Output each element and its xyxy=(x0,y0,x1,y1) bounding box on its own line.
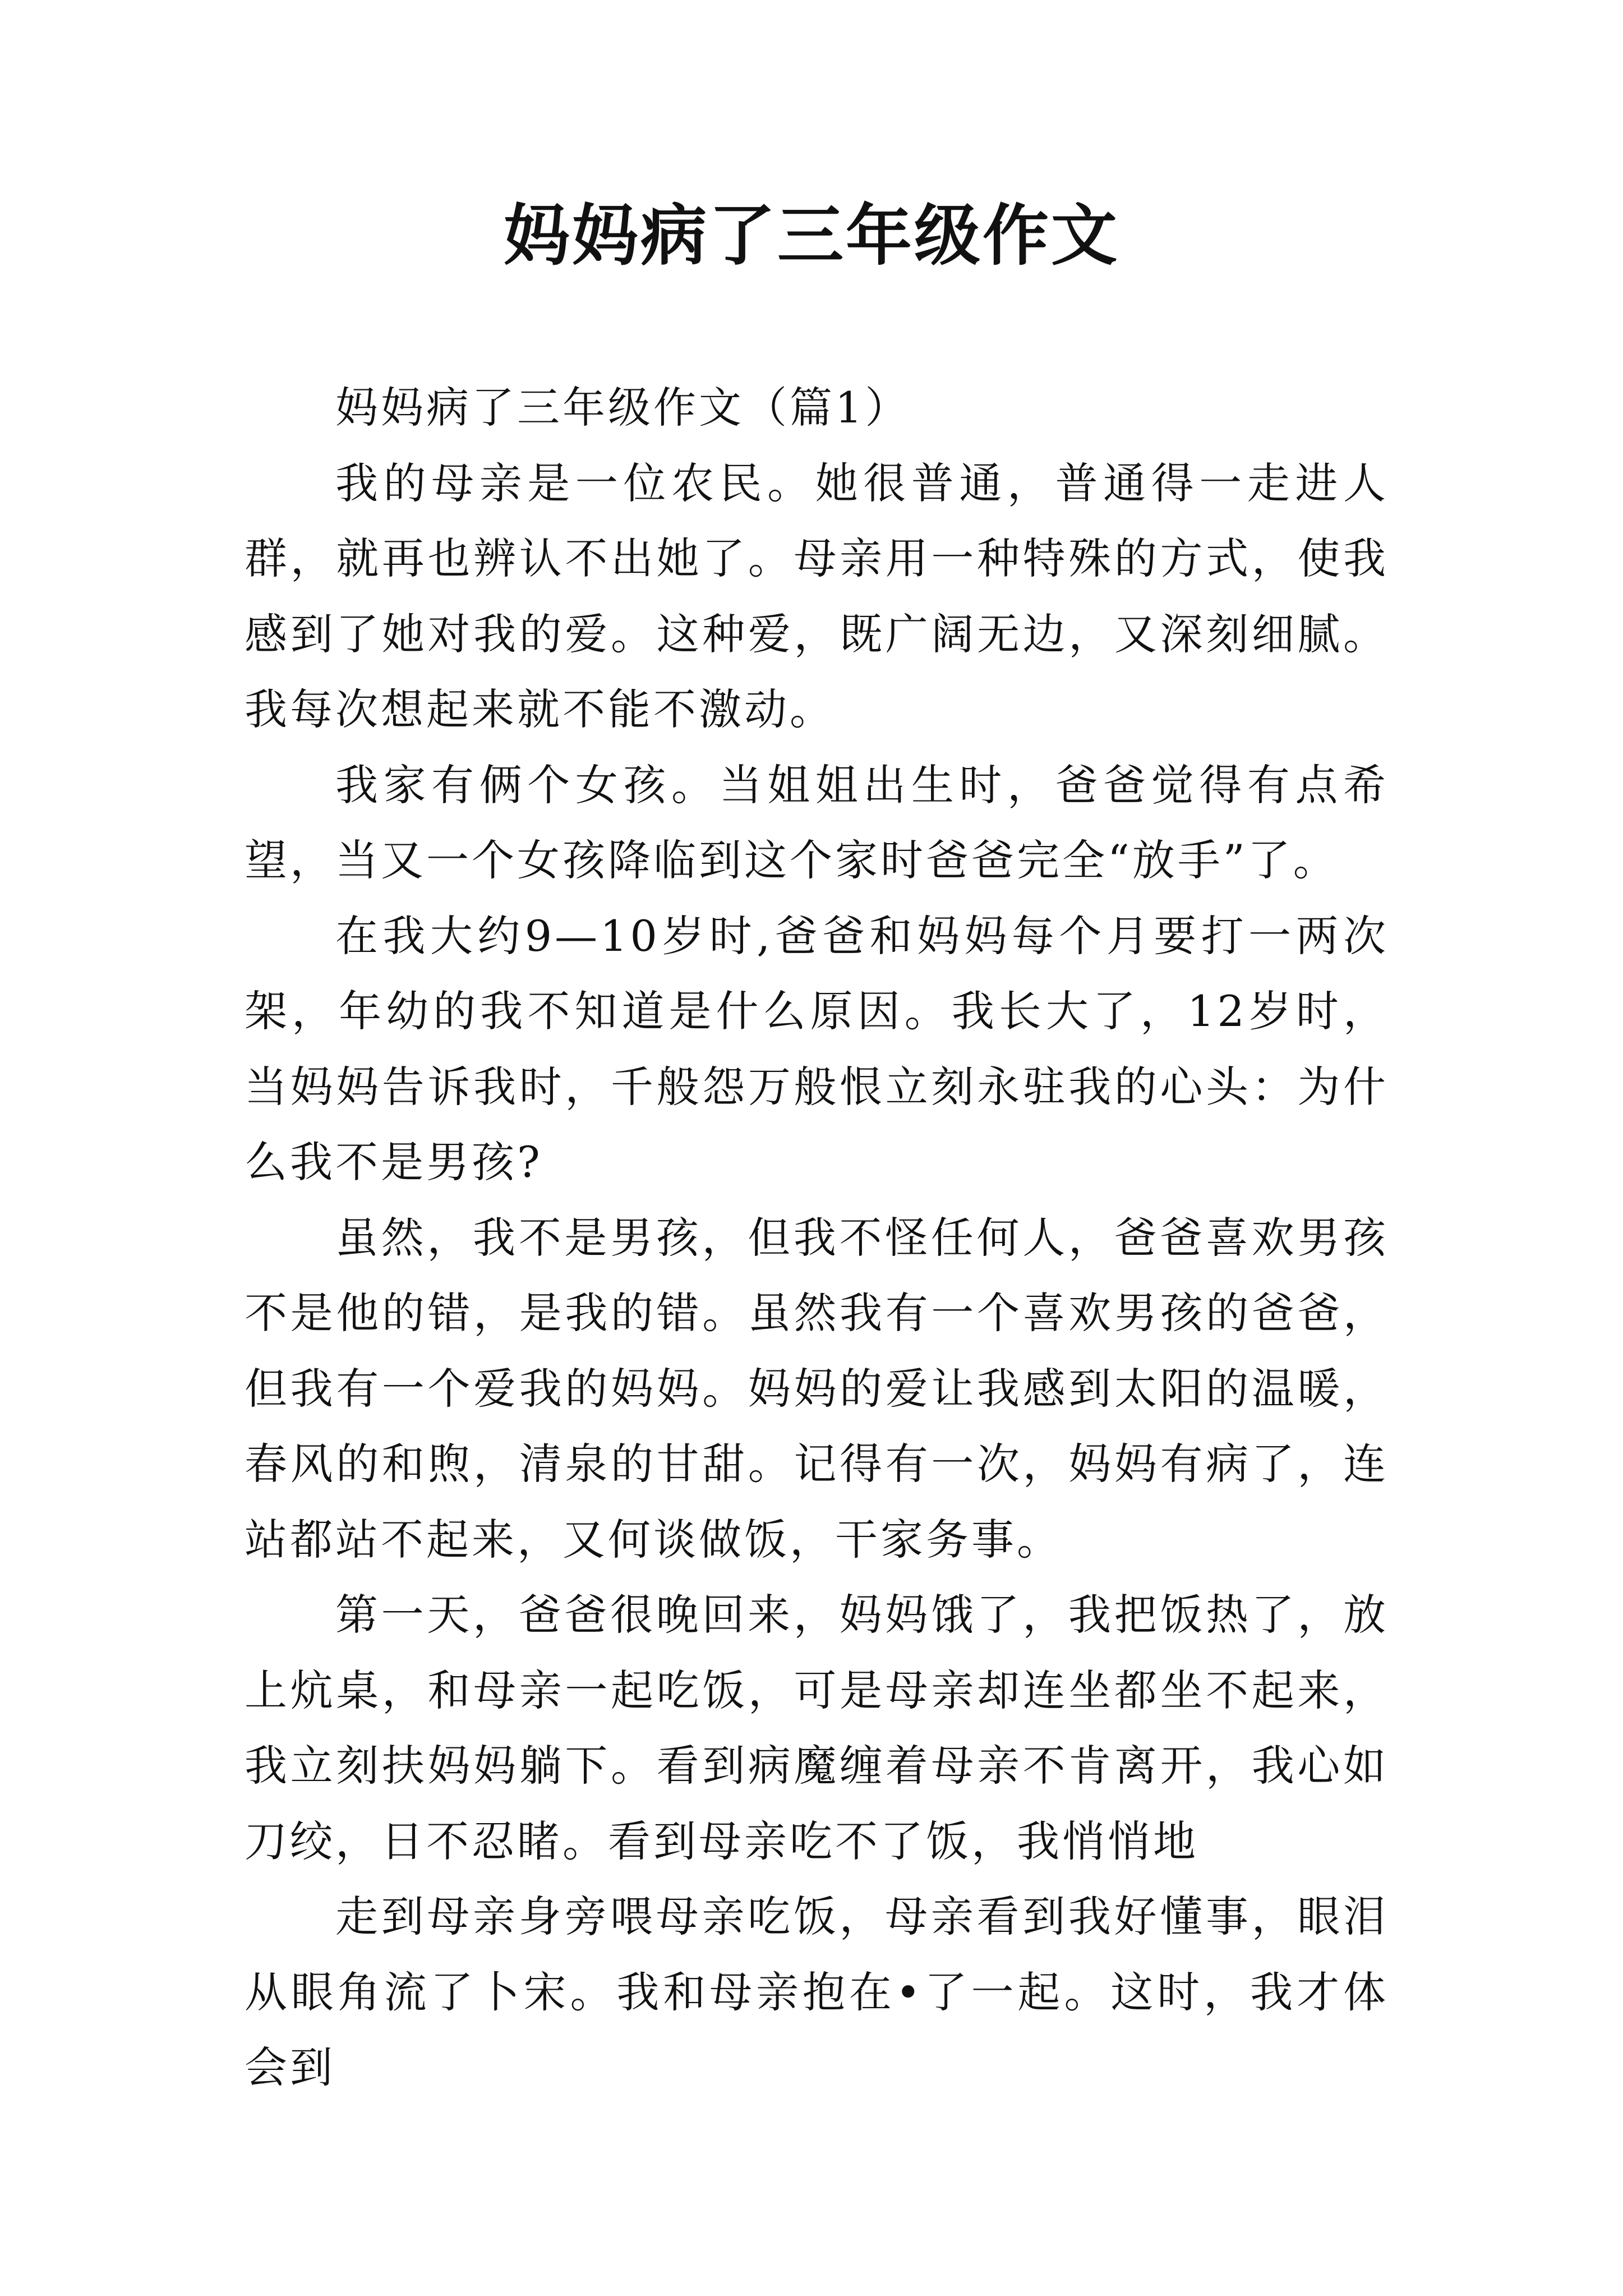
paragraph: 虽然，我不是男孩，但我不怪任何人，爸爸喜欢男孩不是他的错，是我的错。虽然我有一个喜欢男孩的爸爸，但我有一个爱我的妈妈。妈妈的爱让我感到太阳的温暖，春风的和煦，清泉的甘甜。记得有一次，妈妈有病了，连站都站不起来，又何谈做饭，干家务事。 xyxy=(245,1212,1389,1565)
paragraph: 我家有俩个女孩。当姐姐出生时，爸爸觉得有点希望，当又一个女孩降临到这个家时爸爸完全“放手”了。 xyxy=(245,760,1389,885)
paragraph: 第一天，爸爸很晚回来，妈妈饿了，我把饭热了，放上炕桌，和母亲一起吃饭，可是母亲却连坐都坐不起来，我立刻扶妈妈躺下。看到病魔缠着母亲不肯离开，我心如刀绞，日不忍睹。看到母亲吃不了饭，我悄悄地 xyxy=(245,1590,1389,1866)
paragraph: 在我大约9—10岁时,爸爸和妈妈每个月要打一两次架，年幼的我不知道是什么原因。我长大了，12岁时，当妈妈告诉我时，千般怨万般恨立刻永驻我的心头：为什么我不是男孩? xyxy=(245,910,1389,1187)
paragraph: 我的母亲是一位农民。她很普通，普通得一走进人群，就再也辨认不出她了。母亲用一种特殊的方式，使我感到了她对我的爱。这种爱，既广阔无边，又深刻细腻。我每次想起来就不能不激动。 xyxy=(245,458,1389,734)
document-body xyxy=(245,370,1389,2106)
document-title: 妈妈病了三年级作文 xyxy=(503,196,1119,274)
section-heading: 妈妈病了三年级作文（篇1） xyxy=(335,383,911,432)
paragraph: 走到母亲身旁喂母亲吃饭，母亲看到我好懂事，眼泪从眼角流了卜宋。我和母亲抱在•了一起。这时，我才体会到 xyxy=(245,1892,1389,2092)
